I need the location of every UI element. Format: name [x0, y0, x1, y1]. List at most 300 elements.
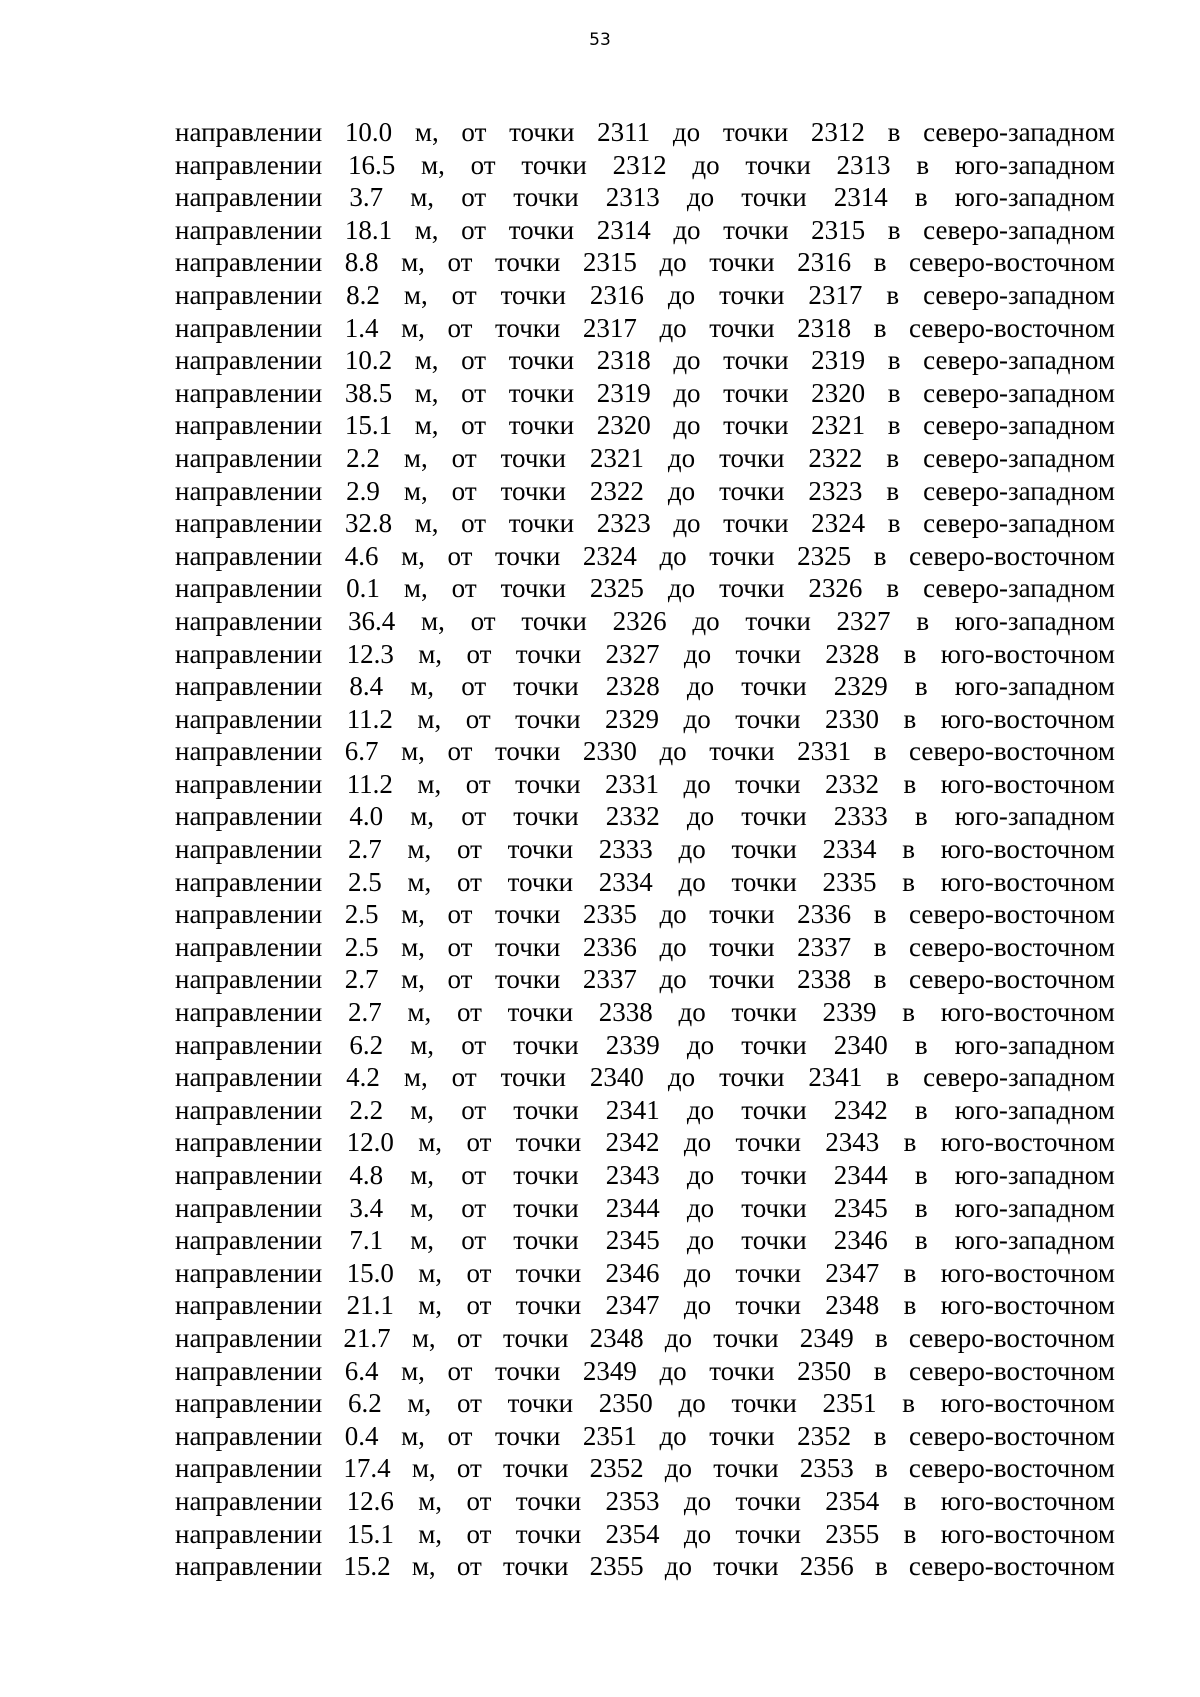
- line-word: 8.8: [344, 247, 379, 278]
- line-word: м,: [410, 671, 435, 702]
- line-word: 2347: [825, 1257, 880, 1288]
- line-word: от: [447, 1355, 473, 1386]
- line-word: северо-восточном: [909, 247, 1115, 278]
- line-word: северо-западном: [923, 214, 1115, 245]
- line-word: точки: [745, 605, 811, 636]
- line-word: до: [659, 736, 687, 767]
- text-line: [175, 181, 1115, 214]
- line-word: до: [664, 1453, 693, 1484]
- line-word: точки: [507, 1388, 574, 1419]
- line-word: точки: [723, 377, 789, 408]
- page-number: 53: [589, 30, 611, 50]
- text-line: [175, 1159, 1115, 1192]
- line-word: до: [678, 866, 706, 897]
- line-word: 11.2: [346, 703, 393, 734]
- line-word: точки: [515, 768, 581, 799]
- line-word: направлении: [175, 1192, 323, 1223]
- line-word: 2321: [811, 410, 866, 441]
- line-word: м,: [407, 1388, 432, 1419]
- line-word: точки: [741, 1160, 807, 1190]
- line-word: от: [461, 345, 487, 376]
- line-word: точки: [507, 866, 574, 897]
- line-word: до: [659, 312, 687, 343]
- text-line: [175, 1289, 1115, 1322]
- line-word: до: [673, 508, 701, 539]
- line-word: направлении: [175, 377, 323, 408]
- line-word: в: [873, 964, 887, 995]
- line-word: направлении: [175, 149, 323, 180]
- line-word: м,: [401, 1355, 425, 1386]
- line-word: от: [451, 442, 477, 473]
- line-word: 2346: [605, 1257, 660, 1288]
- line-word: точки: [515, 1257, 582, 1288]
- line-word: 2337: [582, 964, 637, 995]
- text-line: [175, 996, 1115, 1029]
- line-word: 2316: [589, 279, 644, 310]
- text-line: [175, 1192, 1115, 1225]
- text-line: [175, 866, 1115, 899]
- line-word: точки: [713, 1322, 779, 1353]
- line-word: 3.7: [349, 182, 384, 213]
- line-word: направлении: [175, 1029, 323, 1060]
- text-line: [175, 1224, 1115, 1257]
- line-word: точки: [494, 736, 561, 767]
- line-word: направлении: [175, 964, 323, 995]
- text-line: [175, 116, 1115, 149]
- line-word: 2352: [797, 1420, 852, 1451]
- line-word: северо-западном: [923, 475, 1115, 506]
- line-word: точки: [513, 1225, 579, 1256]
- line-word: точки: [500, 573, 566, 604]
- line-word: точки: [515, 1485, 582, 1516]
- text-line: [175, 279, 1115, 312]
- line-word: 10.0: [344, 117, 393, 147]
- line-word: от: [447, 1420, 473, 1451]
- line-word: точки: [500, 279, 566, 310]
- line-word: точки: [508, 377, 575, 408]
- line-word: от: [456, 997, 482, 1028]
- line-word: м,: [418, 638, 443, 669]
- text-line: [175, 963, 1115, 996]
- line-word: направлении: [175, 312, 323, 343]
- line-word: точки: [494, 931, 561, 962]
- line-word: в: [873, 736, 887, 767]
- line-word: направлении: [175, 931, 323, 962]
- line-word: точки: [731, 997, 797, 1028]
- line-word: 2334: [822, 834, 877, 865]
- line-word: юго-восточном: [940, 1518, 1115, 1549]
- line-word: м,: [421, 149, 445, 180]
- line-word: м,: [418, 1127, 443, 1158]
- line-word: направлении: [175, 573, 323, 604]
- line-word: направлении: [175, 671, 323, 702]
- line-word: в: [874, 1322, 888, 1353]
- line-word: 2345: [605, 1225, 660, 1256]
- line-word: 2341: [605, 1094, 660, 1125]
- line-word: 2346: [833, 1225, 888, 1256]
- line-word: в: [914, 1094, 928, 1125]
- line-word: 2328: [605, 671, 660, 702]
- line-word: м,: [410, 801, 435, 832]
- line-word: 2355: [825, 1518, 880, 1549]
- line-word: 21.7: [343, 1322, 391, 1353]
- line-word: м,: [403, 279, 428, 310]
- line-word: м,: [410, 1094, 435, 1125]
- line-word: в: [903, 1257, 917, 1288]
- line-word: м,: [403, 1062, 428, 1093]
- line-word: 2325: [589, 573, 644, 604]
- line-word: 2347: [605, 1290, 660, 1321]
- line-word: северо-западном: [923, 117, 1115, 147]
- line-word: 8.4: [349, 671, 384, 702]
- line-word: 2327: [836, 605, 891, 636]
- line-word: м,: [410, 1192, 435, 1223]
- line-word: до: [659, 931, 687, 962]
- line-word: м,: [407, 834, 432, 865]
- line-word: 12.3: [346, 638, 394, 669]
- line-word: северо-восточном: [908, 1453, 1115, 1484]
- line-word: до: [667, 1062, 696, 1093]
- line-word: до: [686, 671, 715, 702]
- text-line: [175, 1550, 1115, 1583]
- line-word: в: [873, 312, 887, 343]
- line-word: м,: [401, 899, 425, 930]
- line-word: 2325: [797, 540, 852, 571]
- line-word: м,: [401, 1420, 425, 1451]
- line-word: юго-западном: [954, 1225, 1115, 1256]
- line-word: в: [914, 182, 928, 213]
- text-line: [175, 1452, 1115, 1485]
- line-word: м,: [414, 508, 439, 539]
- text-line: [175, 1029, 1115, 1062]
- line-word: направлении: [175, 410, 323, 441]
- line-word: м,: [401, 247, 425, 278]
- line-word: 2352: [589, 1453, 644, 1484]
- line-word: до: [664, 1322, 693, 1353]
- line-word: 2332: [605, 801, 660, 832]
- line-word: до: [659, 1420, 687, 1451]
- line-word: точки: [515, 1290, 582, 1321]
- line-word: в: [914, 801, 928, 832]
- line-word: точки: [735, 703, 801, 734]
- line-word: м,: [411, 1322, 436, 1353]
- line-word: точки: [735, 1127, 801, 1158]
- line-word: в: [902, 866, 916, 897]
- line-word: точки: [500, 1062, 566, 1093]
- line-word: точки: [509, 117, 575, 147]
- line-word: 16.5: [348, 149, 396, 180]
- line-word: 36.4: [348, 605, 396, 636]
- line-word: м,: [411, 1453, 436, 1484]
- line-word: точки: [709, 931, 775, 962]
- text-line: [175, 1485, 1115, 1518]
- line-word: северо-восточном: [909, 1420, 1115, 1451]
- line-word: м,: [414, 214, 439, 245]
- line-word: 2326: [612, 605, 667, 636]
- line-word: направлении: [175, 540, 323, 571]
- line-word: 38.5: [344, 377, 393, 408]
- line-word: направлении: [175, 214, 323, 245]
- text-body: [175, 116, 1115, 1583]
- line-word: 12.6: [346, 1485, 394, 1516]
- line-word: 2348: [825, 1290, 880, 1321]
- line-word: юго-восточном: [940, 703, 1115, 734]
- line-word: точки: [735, 1290, 801, 1321]
- line-word: точки: [741, 1192, 807, 1223]
- line-word: 2335: [582, 899, 637, 930]
- line-word: точки: [513, 1160, 579, 1190]
- line-word: 11.2: [346, 768, 393, 799]
- line-word: точки: [735, 1518, 801, 1549]
- line-word: 18.1: [344, 214, 393, 245]
- line-word: м,: [401, 964, 425, 995]
- line-word: до: [686, 1160, 715, 1190]
- line-word: точки: [709, 964, 775, 995]
- line-word: в: [902, 834, 916, 865]
- line-word: точки: [494, 1420, 561, 1451]
- line-word: 0.1: [346, 573, 380, 604]
- line-word: направлении: [175, 801, 323, 832]
- line-word: 2327: [605, 638, 660, 669]
- line-word: 8.2: [346, 279, 380, 310]
- line-word: от: [447, 312, 473, 343]
- line-word: в: [887, 214, 901, 245]
- line-word: точки: [723, 345, 789, 376]
- line-word: м,: [418, 1485, 443, 1516]
- line-word: 2339: [605, 1029, 660, 1060]
- line-word: точки: [513, 801, 579, 832]
- line-word: от: [461, 671, 487, 702]
- line-word: направлении: [175, 345, 323, 376]
- line-word: м,: [407, 866, 432, 897]
- line-word: направлении: [175, 117, 323, 147]
- line-word: направлении: [175, 1518, 323, 1549]
- line-word: точки: [719, 475, 785, 506]
- line-word: в: [914, 671, 928, 702]
- line-word: в: [873, 899, 887, 930]
- line-word: м,: [410, 1225, 435, 1256]
- line-word: северо-восточном: [909, 1355, 1115, 1386]
- line-word: 15.1: [346, 1518, 394, 1549]
- line-word: м,: [410, 182, 435, 213]
- line-word: 2.7: [347, 834, 382, 865]
- line-word: 2.5: [344, 899, 379, 930]
- line-word: направлении: [175, 605, 323, 636]
- text-line: [175, 1094, 1115, 1127]
- line-word: направлении: [175, 834, 323, 865]
- text-line: [175, 1126, 1115, 1159]
- line-word: в: [903, 1127, 917, 1158]
- line-word: точки: [508, 508, 575, 539]
- line-word: направлении: [175, 1388, 323, 1419]
- text-line: [175, 149, 1115, 182]
- line-word: от: [447, 931, 473, 962]
- text-line: [175, 670, 1115, 703]
- line-word: 7.1: [349, 1225, 384, 1256]
- line-word: 2348: [589, 1322, 644, 1353]
- line-word: от: [456, 1453, 482, 1484]
- line-word: точки: [722, 117, 789, 147]
- line-word: точки: [735, 1485, 801, 1516]
- line-word: 32.8: [344, 508, 393, 539]
- line-word: 2323: [596, 508, 651, 539]
- line-word: точки: [508, 214, 575, 245]
- line-word: 21.1: [346, 1290, 394, 1321]
- text-line: [175, 768, 1115, 801]
- line-word: направлении: [175, 182, 323, 213]
- line-word: м,: [410, 1160, 435, 1190]
- line-word: м,: [403, 475, 428, 506]
- line-word: направлении: [175, 1062, 323, 1093]
- line-word: точки: [500, 475, 566, 506]
- line-word: 2353: [605, 1485, 660, 1516]
- line-word: 2320: [596, 410, 651, 441]
- line-word: 2319: [596, 377, 651, 408]
- line-word: 2.2: [349, 1094, 384, 1125]
- line-word: от: [470, 605, 496, 636]
- line-word: точки: [515, 703, 581, 734]
- line-word: юго-западном: [954, 801, 1115, 832]
- line-word: до: [667, 475, 696, 506]
- line-word: северо-западном: [923, 1062, 1115, 1093]
- line-word: точки: [723, 214, 789, 245]
- line-word: направлении: [175, 1094, 323, 1125]
- line-word: до: [659, 964, 687, 995]
- line-word: точки: [723, 410, 789, 441]
- line-word: северо-западном: [923, 410, 1115, 441]
- line-word: 17.4: [343, 1453, 391, 1484]
- line-word: направлении: [175, 736, 323, 767]
- line-word: 2317: [582, 312, 637, 343]
- line-word: до: [683, 1290, 712, 1321]
- line-word: от: [461, 1160, 487, 1190]
- line-word: точки: [719, 1062, 785, 1093]
- line-word: 2350: [797, 1355, 852, 1386]
- line-word: в: [886, 475, 900, 506]
- text-line: [175, 1420, 1115, 1453]
- line-word: точки: [735, 1257, 801, 1288]
- line-word: от: [456, 834, 482, 865]
- line-word: до: [673, 377, 701, 408]
- line-word: от: [451, 573, 477, 604]
- line-word: 15.0: [346, 1257, 394, 1288]
- line-word: 2344: [605, 1192, 660, 1223]
- text-line: [175, 214, 1115, 247]
- line-word: направлении: [175, 1225, 323, 1256]
- line-word: юго-западном: [954, 149, 1115, 180]
- line-word: до: [683, 768, 711, 799]
- text-line: [175, 507, 1115, 540]
- line-word: точки: [508, 345, 575, 376]
- line-word: 2316: [797, 247, 852, 278]
- line-word: направлении: [175, 1322, 323, 1353]
- text-line: [175, 898, 1115, 931]
- line-word: точки: [494, 964, 561, 995]
- line-word: в: [916, 605, 930, 636]
- line-word: м,: [418, 1518, 443, 1549]
- line-word: м,: [414, 345, 439, 376]
- text-line: [175, 638, 1115, 671]
- line-word: 2333: [598, 834, 653, 865]
- line-word: направлении: [175, 247, 323, 278]
- line-word: точки: [513, 1192, 579, 1223]
- line-word: точки: [741, 1029, 807, 1060]
- line-word: 2321: [589, 442, 644, 473]
- line-word: точки: [709, 540, 775, 571]
- line-word: северо-восточном: [909, 736, 1115, 767]
- line-word: точки: [709, 1355, 775, 1386]
- line-word: 2351: [582, 1420, 637, 1451]
- line-word: от: [466, 1485, 492, 1516]
- line-word: направлении: [175, 1420, 323, 1451]
- line-word: юго-восточном: [940, 866, 1115, 897]
- line-word: до: [683, 1127, 712, 1158]
- line-word: 2354: [825, 1485, 880, 1516]
- line-word: 2349: [799, 1322, 854, 1353]
- text-line: [175, 1257, 1115, 1290]
- line-word: 2340: [589, 1062, 644, 1093]
- line-word: точки: [709, 312, 775, 343]
- line-word: точки: [494, 1355, 561, 1386]
- line-word: от: [461, 1192, 487, 1223]
- line-word: юго-западном: [954, 605, 1115, 636]
- line-word: юго-восточном: [940, 1290, 1115, 1321]
- line-word: от: [461, 410, 487, 441]
- line-word: м,: [417, 768, 442, 799]
- line-word: 2354: [605, 1518, 660, 1549]
- line-word: 2329: [833, 671, 888, 702]
- line-word: направлении: [175, 475, 323, 506]
- line-word: 2320: [811, 377, 866, 408]
- line-word: 2326: [808, 573, 863, 604]
- line-word: в: [873, 247, 887, 278]
- line-word: от: [461, 1225, 487, 1256]
- line-word: в: [887, 117, 901, 147]
- line-word: в: [886, 442, 900, 473]
- line-word: направлении: [175, 638, 323, 669]
- line-word: юго-восточном: [940, 1485, 1115, 1516]
- line-word: до: [659, 247, 687, 278]
- line-word: юго-западном: [954, 1029, 1115, 1060]
- line-word: от: [451, 1062, 477, 1093]
- line-word: северо-восточном: [909, 312, 1115, 343]
- line-word: в: [874, 1453, 888, 1484]
- line-word: точки: [735, 768, 801, 799]
- line-word: 2336: [797, 899, 852, 930]
- line-word: 2343: [825, 1127, 880, 1158]
- text-line: [175, 1355, 1115, 1388]
- line-word: 2345: [833, 1192, 888, 1223]
- line-word: 6.7: [344, 736, 379, 767]
- text-line: [175, 703, 1115, 736]
- line-word: от: [461, 1029, 487, 1060]
- line-word: точки: [713, 1453, 779, 1484]
- line-word: м,: [417, 703, 442, 734]
- line-word: точки: [515, 638, 582, 669]
- line-word: 2355: [589, 1551, 644, 1582]
- text-line: [175, 1061, 1115, 1094]
- line-word: 2334: [598, 866, 653, 897]
- line-word: точки: [741, 801, 807, 832]
- line-word: от: [465, 703, 491, 734]
- line-word: направлении: [175, 508, 323, 539]
- line-word: до: [672, 117, 701, 147]
- line-word: 6.4: [344, 1355, 379, 1386]
- line-word: точки: [741, 182, 807, 213]
- line-word: от: [461, 508, 487, 539]
- line-word: в: [903, 1485, 917, 1516]
- text-line: [175, 800, 1115, 833]
